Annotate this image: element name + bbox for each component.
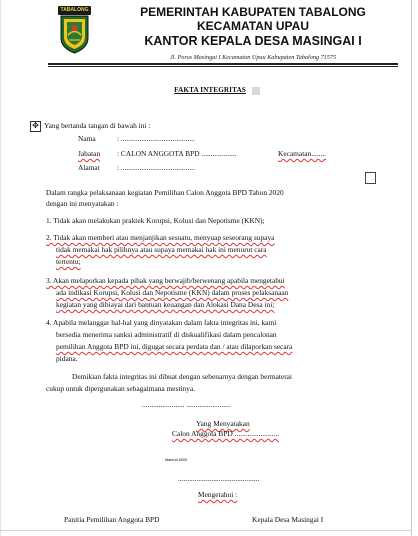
page-bottom-edge: [0, 530, 412, 531]
statement-item-1: 1. Tidak akan melakukan praktek Korupsi, Kolusi dan Nepotisme (KKN);: [46, 216, 265, 225]
jabatan-value: : CALON ANGGOTA BPD ...................: [117, 149, 237, 158]
statement-item-4-line-4: pidana.: [56, 354, 78, 363]
header-regency: PEMERINTAH KABUPATEN TABALONG: [140, 5, 366, 19]
committee-label: Panitia Pemilihan Anggota BPD: [64, 515, 160, 524]
opening-line-1: Dalam rangka pelaksanaan kegiatan Pemilihan Calon Anggota BPD Tahun 2020: [46, 188, 284, 197]
content-control-box[interactable]: [365, 172, 376, 184]
kecamatan-label: Kecamatan........: [278, 149, 327, 158]
nama-value: : ........................................: [117, 134, 195, 143]
shield-icon: [58, 6, 91, 54]
jabatan-label: Jabatan: [78, 149, 101, 158]
header-rule-thin: [48, 66, 398, 67]
materai-label: Materai 6000: [165, 458, 188, 462]
closing-line-1: Demikian fakta integritas ini dibuat dengan sebenarnya dengan bermaterai: [72, 372, 292, 381]
calon-anggota-bpd: Calon Anggota BPD ........................: [172, 429, 279, 438]
mengetahui-label: Mengetahui :: [198, 490, 238, 499]
logo-text: TABALONG: [60, 7, 89, 13]
statement-item-3-line-3: kegiatan yang dibiayai dari bantuan keuangan dan Alokasi Dana Desa ini;: [56, 300, 275, 309]
move-icon: ✥: [32, 121, 39, 130]
statement-item-2-line-3: tertentu;: [56, 257, 81, 266]
regency-logo: [58, 6, 91, 54]
page-right-edge: [411, 0, 412, 536]
title-highlight: [252, 87, 260, 95]
page-left-edge: [0, 0, 1, 536]
statement-item-4-line-3: pemilihan Anggota BPD ini, digugat secara perdata dan / atau dilaporkan secara: [56, 342, 293, 351]
village-head-label: Kepala Desa Masingai I: [252, 515, 324, 524]
yang-menyatakan: Yang Menyatakan: [196, 419, 250, 428]
statement-item-2-line-2: tidak memakai hak pilihnya atau supaya memakai hak ini menurut cara: [56, 245, 267, 254]
header-district: KECAMATAN UPAU: [197, 19, 309, 33]
header-address: Jl. Poros Masingai I Kecamatan Upau Kabupaten Tabalong 71575: [169, 54, 337, 61]
intro-text: Yang bertanda tangan di bawah ini :: [44, 121, 151, 130]
place-date: ....................... ........................: [142, 400, 231, 409]
document-title: FAKTA INTEGRITAS: [174, 86, 246, 94]
statement-item-4-line-1: 4. Apabila melanggar hal-hal yang dinyatakan dalam fakta integritas ini, kami: [46, 318, 277, 327]
statement-item-4-line-2: bersedia menerima sanksi administratif di diskualifikasi dalam pencalonan: [56, 330, 277, 339]
statement-item-2-line-1: 2. Tidak akan memberi atau menjanjikan sesuatu, menyuap seseorang supaya: [46, 233, 275, 242]
opening-line-2: dengan ini menyatakan :: [46, 199, 119, 208]
header-office: KANTOR KEPALA DESA MASINGAI I: [144, 34, 362, 48]
statement-item-3-line-2: ada indikasi Korupsi, Kolusi dan Nepotisme (KKN) dalam proses pelaksanaan: [56, 288, 289, 297]
alamat-value: : ........................................: [117, 163, 195, 172]
nama-label: Nama: [78, 134, 96, 143]
table-move-handle[interactable]: [30, 121, 41, 132]
alamat-label: Alamat: [78, 163, 100, 172]
header-rule-thick: [48, 63, 398, 65]
statement-item-3-line-1: 3. Akan melaporkan kepada pihak yang berwajib/berwenang apabila mengetahui: [46, 276, 285, 285]
signatory-name-line: ............................................: [178, 474, 260, 483]
closing-line-2: cukup untuk dipergunakan sebagaimana mestinya.: [46, 384, 196, 393]
